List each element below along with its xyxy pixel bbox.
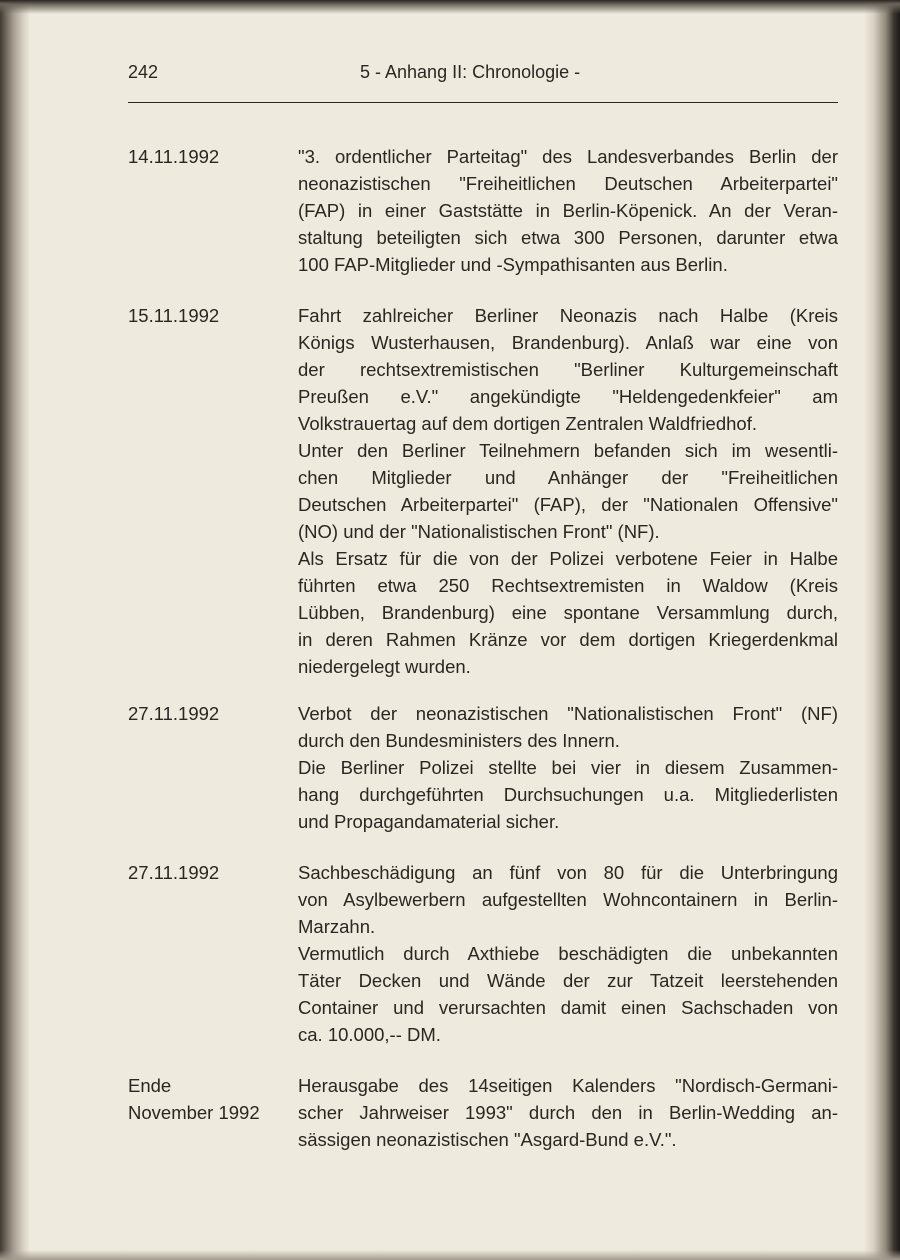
text-line: (FAP) in einer Gaststätte in Berlin-Köpenick. An der Veran- [298,200,838,221]
text-line: 100 FAP-Mitglieder und -Sympathisanten aus Berlin. [298,254,728,275]
text-line: hang durchgeführten Durchsuchungen u.a. Mitgliederlisten [298,784,838,805]
text-line: Vermutlich durch Axthiebe beschädigten die unbekannten [298,943,838,964]
text-line: (NO) und der "Nationalistischen Front" (NF). [298,521,660,542]
entry-date [128,143,298,170]
text-line: sässigen neonazistischen "Asgard-Bund e.V.". [298,1129,677,1150]
entry-date-line: 15.11.1992 [128,305,220,326]
entry-date-line: 27.11.1992 [128,862,220,883]
text-line: Täter Decken und Wände der zur Tatzeit leerstehenden [298,970,838,991]
entry-text [298,143,838,278]
entry-date-line: 27.11.1992 [128,703,220,724]
text-line: in deren Rahmen Kränze vor dem dortigen Kriegerdenkmal [298,629,838,650]
text-line: Unter den Berliner Teilnehmern befanden sich im wesentli- [298,440,838,461]
text-line: staltung beteiligten sich etwa 300 Personen, darunter etwa [298,227,838,248]
text-line: Container und verursachten damit einen Sachschaden von [298,997,838,1018]
entry-text [298,1072,838,1153]
text-line: von Asylbewerbern aufgestellten Wohncontainern in Berlin- [298,889,838,910]
text-line: scher Jahrweiser 1993" durch den in Berlin-Wedding an- [298,1102,838,1123]
text-line: Volkstrauertag auf dem dortigen Zentralen Waldfriedhof. [298,413,757,434]
text-line: Lübben, Brandenburg) eine spontane Versammlung durch, [298,602,838,623]
text-line: Verbot der neonazistischen "Nationalistischen Front" (NF) [298,703,838,724]
header-rule [128,102,838,103]
entry-text [298,859,838,1048]
entry-text [298,700,838,835]
entry-date-line: 14.11.1992 [128,146,220,167]
entry-text [298,302,838,680]
entry-date [128,859,298,886]
running-title: 5 - Anhang II: Chronologie - [360,62,581,82]
text-line: Preußen e.V." angekündigte "Heldengedenkfeier" am [298,386,838,407]
entry-date-line: November 1992 [128,1102,260,1123]
page-number: 242 [128,62,159,82]
entry-date [128,302,298,329]
entry-date-line: Ende [128,1075,172,1096]
page-header [128,62,838,92]
text-line: führten etwa 250 Rechtsextremisten in Waldow (Kreis [298,575,838,596]
top-edge-shadow [0,0,900,14]
text-line: Königs Wusterhausen, Brandenburg). Anlaß war eine von [298,332,838,353]
text-line: und Propagandamaterial sicher. [298,811,560,832]
text-line: Herausgabe des 14seitigen Kalenders "Nordisch-Germani- [298,1075,838,1096]
text-line: ca. 10.000,-- DM. [298,1024,441,1045]
text-line: Marzahn. [298,916,376,937]
book-spine-shadow [0,0,30,1260]
text-line: Deutschen Arbeiterpartei" (FAP), der "Nationalen Offensive" [298,494,838,515]
entry-date [128,1072,298,1126]
bottom-edge-shadow [0,1250,900,1260]
text-line: durch den Bundesministers des Innern. [298,730,620,751]
text-line: neonazistischen "Freiheitlichen Deutschen Arbeiterpartei" [298,173,838,194]
text-line: Die Berliner Polizei stellte bei vier in diesem Zusammen- [298,757,838,778]
text-line: "3. ordentlicher Parteitag" des Landesverbandes Berlin der [298,146,838,167]
text-line: Sachbeschädigung an fünf von 80 für die Unterbringung [298,862,838,883]
entry-date [128,700,298,727]
text-line: der rechtsextremistischen "Berliner Kulturgemeinschaft [298,359,838,380]
text-line: Als Ersatz für die von der Polizei verbotene Feier in Halbe [298,548,838,569]
text-line: niedergelegt wurden. [298,656,471,677]
page-edge-shadow [864,0,900,1260]
text-line: chen Mitglieder und Anhänger der "Freiheitlichen [298,467,838,488]
text-line: Fahrt zahlreicher Berliner Neonazis nach Halbe (Kreis [298,305,838,326]
